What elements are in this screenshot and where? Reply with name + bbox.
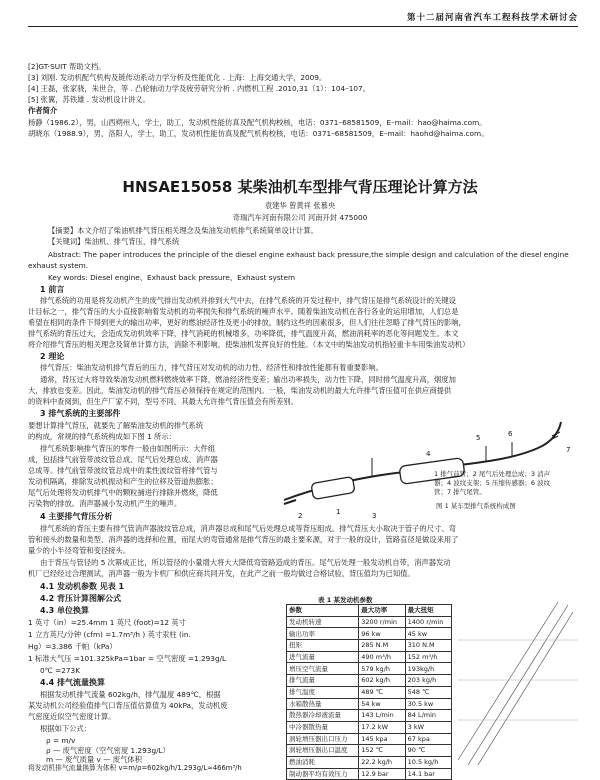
table-cell: 67 kpa xyxy=(405,733,451,745)
table-cell: 152 m³/h xyxy=(405,651,451,663)
table-cell: 燃油消耗 xyxy=(287,756,359,768)
figure-legend: 管；7 排气尾管。 xyxy=(434,488,486,496)
table-cell: 17.2 kW xyxy=(359,721,405,733)
body-text: 将介绍排气背压的相关理念及简单计算方法，消除不利影响，使柴油机发挥良好的性能。（本文中的柴油发动机指轻重卡车用柴油发动机） xyxy=(28,340,470,349)
table-cell: 14.1 bar xyxy=(405,768,451,780)
table-cell: 30.5 kw xyxy=(405,698,451,710)
table-row xyxy=(287,663,452,675)
body-text: 机厂已经经过合理测试，消声器一般为卡机厂和供应商共同开发，在此产之前一般均做过合格试验，背压值均为已知值。 xyxy=(28,569,415,578)
body-text: 1 英寸（in）=25.4mm 1 英尺 (foot)=12 英寸 xyxy=(28,618,186,627)
abstract-en-cont: exhaust system. xyxy=(28,261,89,270)
table-cell: 548 ℃ xyxy=(405,686,451,698)
section-heading: 3 排气系统的主要部件 xyxy=(40,409,121,418)
body-text: Hg）=3.386 千帕（kPa） xyxy=(28,642,117,651)
formula: ρ = m/v xyxy=(46,736,76,745)
subsection-heading: 4.3 单位换算 xyxy=(40,606,89,615)
table-row xyxy=(287,745,452,757)
table-caption: 表 1 某发动机参数 xyxy=(318,596,373,604)
table-cell: 增压空气流量 xyxy=(287,663,359,675)
abstract-cn: 【摘要】本文介绍了柴油机排气背压相关理念及柴油发动机排气系统简单设计计算。 xyxy=(48,226,318,235)
table-cell: 84 L/min xyxy=(405,710,451,722)
paper-authors: 袁建华 曾黄祥 张慕央 xyxy=(264,201,336,210)
table-header: 参数 xyxy=(287,605,359,617)
body-text: 将发动机排气流量换算为体积 v=m/ρ=602kg/h/1.293g/L≈466m³/h xyxy=(28,764,242,772)
body-text: 1 标准大气压 =101.325kPa=1bar = 空气密度 =1.293g/L xyxy=(28,654,227,663)
figure-callout: 7 xyxy=(566,446,571,454)
table-row xyxy=(287,651,452,663)
body-text: 排气系统影响排气背压的零件一般由如图所示：大件组 xyxy=(40,444,216,453)
table-cell: 602 kg/h xyxy=(359,675,405,687)
body-text: 由于背压与管径的 5 次幂成正比，所以管径的小量增大将大大降低弯管路造成的背压。尾气后处理一般发动机自带，消声器发动 xyxy=(40,558,451,567)
figure-callout: 1 xyxy=(336,508,341,516)
table-cell: 579 kg/h xyxy=(359,663,405,675)
body-text: 管和接头的数量和类型、消声器的选择和位置，而尾大的弯管通常是排气背压的最主要来源，对于一般的设计，管路直径是做设来用了 xyxy=(28,535,459,544)
body-text: 根据如下公式： xyxy=(40,724,92,733)
table-row xyxy=(287,710,452,722)
reference-item: [3] 刘刚. 发动机配气机构及链传动系动力学分析及性能优化 . 上海：上海交通大学，2009。 xyxy=(28,73,327,82)
body-text: 计目标之一，排气背压的大小直接影响着发动机的功率损失和排气系统的噪声水平。随着柴油发动机在各行各业的运用增加，人们总是 xyxy=(28,307,459,316)
body-text: 根据发动机排气流量 602kg/h，排气温度 489℃，根据 xyxy=(40,690,221,699)
table-cell: 54 kw xyxy=(359,698,405,710)
body-text: 总成等。排气前管带波纹管总成中的柔性波纹管将排气管与 xyxy=(28,466,218,475)
table-cell: 制动器平均有效压力 xyxy=(287,768,359,780)
subsection-heading: 4.4 排气流量换算 xyxy=(40,678,105,687)
table-cell: 发动机转速 xyxy=(287,616,359,628)
body-text: 某发动机公司经验值排气口背压值估算值为 40kPa，发动机废 xyxy=(28,701,228,710)
table-cell: 3200 r/min xyxy=(359,616,405,628)
author-bio: 胡晓东（1988.9），男，洛阳人，学士，助工，发动机性能仿真及配气机构校核，电话：0371–68581509，E–mail：haohd@haima.com。 xyxy=(28,129,489,138)
figure-legend: 1 排气前管；2 尾气后处理总成；3 消声 xyxy=(434,470,551,478)
table-cell: 散热器冷却液流量 xyxy=(287,710,359,722)
keywords-cn: 【关键词】柴油机、排气背压、排气系统 xyxy=(48,237,180,246)
section-heading: 2 理论 xyxy=(40,352,65,361)
keywords-en: Key words: Diesel engine、Exhaust back pressure、Exhaust system xyxy=(48,273,296,282)
abstract-en: Abstract: The paper introduces the principle of the diesel engine exhaust back pressure,the simple design and calculation of the diesel engine xyxy=(48,250,569,259)
table-cell: 中冷器散热量 xyxy=(287,721,359,733)
table-cell: 489 ℃ xyxy=(359,686,405,698)
table-cell: 扭矩 xyxy=(287,640,359,652)
table-row xyxy=(287,768,452,780)
body-text: 成，包括排气前管带波纹管总成、尾气后处理总成、消声器 xyxy=(28,455,218,464)
table-cell: 进气流量 xyxy=(287,651,359,663)
chart-line xyxy=(478,612,573,765)
reference-item: [2]GT-SUIT 帮助文档。 xyxy=(28,62,106,71)
figure-caption: 图 1 某车型排气系统构成图 xyxy=(436,502,516,510)
table-cell: 193kg/h xyxy=(405,663,451,675)
aftertreatment-unit xyxy=(311,476,355,499)
table-cell: 1400 r/min xyxy=(405,616,451,628)
figure-callout: 2 xyxy=(298,512,303,520)
header-rule xyxy=(28,26,578,27)
subsection-heading: 4.2 背压计算图解公式 xyxy=(40,594,121,603)
body-text: 发动机隔离，排除发动机振动和产生的位移及管道热膨胀； xyxy=(28,477,218,486)
running-title: 第十二届河南省汽车工程科技学术研讨会 xyxy=(406,13,578,23)
author-bio-label: 作者简介 xyxy=(28,106,58,115)
table-row xyxy=(287,686,452,698)
engine-parameters-table xyxy=(286,604,452,780)
table-cell: 22.2 kg/h xyxy=(359,756,405,768)
table-cell: 90 ℃ xyxy=(405,745,451,757)
chart-line xyxy=(458,602,558,760)
table-cell: 203 kg/h xyxy=(405,675,451,687)
table-cell: 45 kw xyxy=(405,628,451,640)
paper-affiliation: 奇瑞汽车河南有限公司 河南开封 475000 xyxy=(232,213,368,222)
table-row xyxy=(287,628,452,640)
body-text: 污染物的排放。消声器减小发动机产生的噪声。 xyxy=(28,499,182,508)
table-header: 最大扭矩 xyxy=(405,605,451,617)
section-heading: 4 主要排气背压分析 xyxy=(40,512,113,521)
paper-title: HNSAE15058 某柴油机车型排气背压理论计算方法 xyxy=(122,178,478,196)
table-cell: 490 m³/h xyxy=(359,651,405,663)
table-cell: 10.5 kg/h xyxy=(405,756,451,768)
exhaust-inlet-pipe xyxy=(284,500,296,504)
body-text: 尾气后处理将发动机排气中的颗粒捕进行排除并燃烧，降低 xyxy=(28,488,218,497)
table-cell: 排气温度 xyxy=(287,686,359,698)
table-cell: 285 N.M xyxy=(359,640,405,652)
table-row xyxy=(287,616,452,628)
table-row xyxy=(287,721,452,733)
table-cell: 水箱散热量 xyxy=(287,698,359,710)
body-text: 希望在相同的条件下得到更大的输出功率，更好的燃油经济性及更小的排放，制约这些的因素很多，但人们往往忽略了排气背压的影响， xyxy=(28,318,466,327)
body-text: 排气系统的背压过大，会造成发动机效率下降，排气消耗的机械增多，功率降低，排气温度升高，燃油消耗率的恶化等问题发生。本文 xyxy=(28,329,459,338)
body-text: 1 立方英尺/分钟 (cfm) =1.7m³/h ) 英寸汞柱 (in. xyxy=(28,630,191,639)
body-text: 的构成，常规的排气系统构成如下图 1 所示： xyxy=(28,432,176,441)
body-text: 0℃ =273K xyxy=(40,666,80,675)
table-row xyxy=(287,640,452,652)
table-header-row xyxy=(287,605,452,617)
body-text: 量少的小半径弯管和变径接头。 xyxy=(28,546,131,555)
author-bio: 杨静（1986.2），男，山西朔州人，学士，助工，发动机性能仿真及配气机构校核，电话：0371–68581509，E–mail：hao@haima.com。 xyxy=(28,118,487,127)
table-cell: 143 L/min xyxy=(359,710,405,722)
body-text: 排气背压：柴油发动机排气背后的压力，排气背压对发动机的动力性、经济性和排放性能都有着重要影响。 xyxy=(40,363,383,372)
subsection-heading: 4.1 发动机参数 见表 1 xyxy=(40,582,125,591)
figure-callout: 4 xyxy=(426,450,431,458)
table-cell: 310 N.M xyxy=(405,640,451,652)
body-text: 排气系统的背压主要有排气管消声器波纹管总成，消声器总成和尾气后处理总成等背压组成。排气背压大小取决于管子的尺寸、弯 xyxy=(40,524,456,533)
table-cell: 3 kW xyxy=(405,721,451,733)
body-text: 大，排放也变差。因此，柴油发动机的排气背压必须保持在规定的范围内。一般，柴油发动机的最大允许排气背压值可在供应商提供 xyxy=(28,386,452,395)
table-cell: 12.9 bar xyxy=(359,768,405,780)
table-row xyxy=(287,675,452,687)
body-text: 的资料中查阅到，但生产厂家不同，型号不同，其最大允许排气背压值会有所差别。 xyxy=(28,397,298,406)
figure-callout: 6 xyxy=(508,430,513,438)
reference-item: [4] 王磊，张家骁，朱世合，等 . 凸轮轴动力学及疲劳研究分析 . 内燃机工程 .2010,31（1）：104–107。 xyxy=(28,84,370,93)
formula-note: ρ — 废气密度（空气密度 1.293g/L） xyxy=(46,746,170,755)
body-text: 排气系统的功用是将发动机产生的废气排出发动机并排到大气中去，在排气系统的开发过程中，排气背压是排气系统设计的关键设 xyxy=(40,296,456,305)
formula-note: m — 废气质量 v — 废气体积 xyxy=(46,755,142,764)
table-row xyxy=(287,733,452,745)
table-row xyxy=(287,756,452,768)
table-row xyxy=(287,698,452,710)
body-text: 通常，背压过大将导致柴油发动机燃料燃烧效率下降，燃油经济性变差；输出功率损失，动力性下降，同时排气温度升高，烟度加 xyxy=(40,375,456,384)
figure-callout: 5 xyxy=(476,434,481,442)
figure-callout: 3 xyxy=(372,512,377,520)
figure-legend: 器；4 波纹支架；5 压缩传感器；6 波纹 xyxy=(434,479,551,487)
body-text: 气密度近似空气密度计算。 xyxy=(28,712,116,721)
table-cell: 145 kpa xyxy=(359,733,405,745)
body-text: 要想计算排气背压，就要先了解柴油发动机的排气系统 xyxy=(28,421,204,430)
chart-line xyxy=(468,605,568,765)
table-cell: 涡轮增压器出口压力 xyxy=(287,733,359,745)
table-cell: 96 kw xyxy=(359,628,405,640)
backpressure-chart-fragment xyxy=(458,600,578,770)
table-header: 最大功率 xyxy=(359,605,405,617)
table-cell: 152 ℃ xyxy=(359,745,405,757)
table-cell: 涡轮增压器出口温度 xyxy=(287,745,359,757)
section-heading: 1 前言 xyxy=(40,285,65,294)
table-cell: 输出功率 xyxy=(287,628,359,640)
table-cell: 排气流量 xyxy=(287,675,359,687)
reference-item: [5] 张翼，苏铁雄 . 发动机设计讲义。 xyxy=(28,95,150,104)
